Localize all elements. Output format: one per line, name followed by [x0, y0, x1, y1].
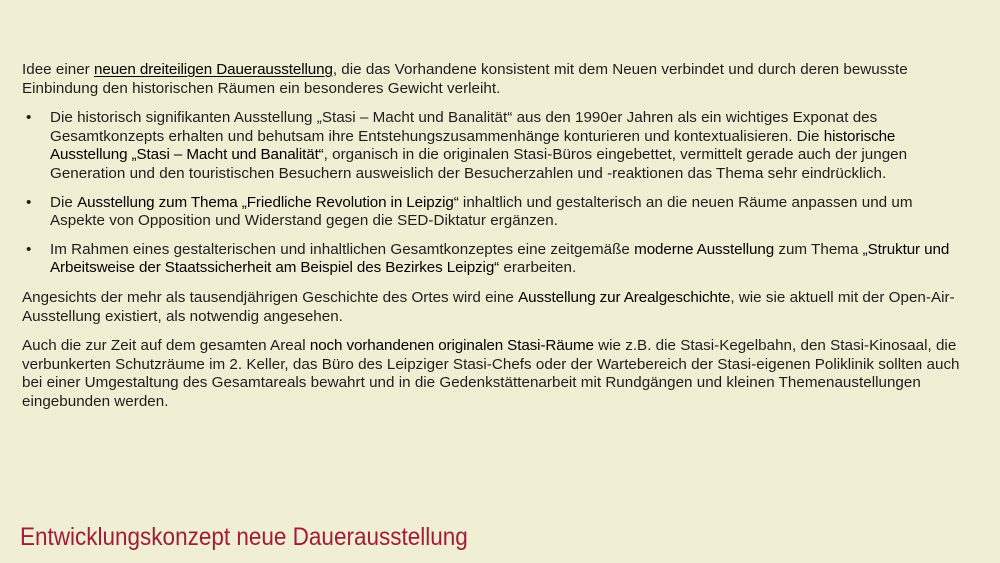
area-text: Angesichts der mehr als tausendjährigen Geschichte des Ortes wird eine: [22, 288, 519, 306]
rooms-highlight: noch vorhandenen originalen Stasi-Räume: [309, 337, 594, 355]
bullet-icon: •: [26, 193, 32, 211]
rooms-text: Auch die zur Zeit auf dem gesamten Areal: [22, 337, 310, 355]
bullet-icon: •: [26, 240, 32, 258]
bullet-text: Im Rahmen eines gestalterischen und inhaltlichen Gesamtkonzeptes eine zeitgemäße: [50, 240, 635, 258]
bullet-item-peaceful-revolution: [22, 194, 967, 231]
area-history-paragraph: [22, 289, 967, 326]
bullet-text-end: erarbeiten.: [499, 259, 577, 277]
bullet-text-continued: inhaltlich und gestalterisch an die neuen Räume anpassen und um Aspekte von Opposition und Widerstand gegen die SED-Diktatur ergänzen.: [50, 193, 913, 230]
area-highlight: Ausstellung zur Arealgeschichte: [518, 288, 731, 306]
stasi-rooms-paragraph: [22, 337, 967, 411]
intro-paragraph: [22, 61, 967, 98]
slide-body: [22, 61, 967, 423]
bullet-text: Die: [50, 193, 78, 211]
intro-text-continued: , die das Vorhandene konsistent mit dem Neuen verbindet und durch deren bewusste Einbindung den historischen Räumen ein besonderes Gewicht verleiht.: [22, 61, 908, 97]
bullet-highlight: historische Ausstellung „Stasi – Macht und Banalität“: [50, 127, 896, 164]
slide-title: Entwicklungskonzept neue Dauerausstellung: [20, 523, 468, 551]
bullet-highlight: moderne Ausstellung: [634, 240, 775, 258]
intro-text: Idee einer: [22, 61, 94, 78]
intro-highlight: neuen dreiteiligen Dauerausstellung: [94, 61, 333, 78]
bullet-highlight: Ausstellung zum Thema „Friedliche Revolution in Leipzig“: [77, 193, 459, 211]
bullet-text-continued: zum Thema: [774, 240, 863, 258]
bullet-text: Die historisch signifikanten Ausstellung „Stasi – Macht und Banalität“ aus den 1990er Jahren als ein wichtiges Exponat des Gesamtkonzepts erhalten und behutsam ihre Entstehungszusammenhänge konturieren und kontextualisieren. Die: [50, 109, 878, 145]
bullet-highlight-topic: „Struktur und Arbeitsweise der Staatssicherheit am Beispiel des Bezirkes Leipzig“: [50, 240, 950, 277]
bullet-icon: •: [26, 109, 32, 127]
bullet-item-historical-exhibition: [22, 109, 967, 183]
bullet-item-modern-exhibition: [22, 241, 967, 278]
area-text-continued: , wie sie aktuell mit der Open-Air-Ausstellung existiert, als notwendig angesehen.: [22, 288, 955, 325]
bullet-text-continued: , organisch in die originalen Stasi-Büros eingebettet, vermittelt gerade auch der jungen Generation und den touristischen Besuchern ausweislich der Besucherzahlen und -reaktionen das Thema sehr eindrücklich.: [50, 146, 908, 182]
rooms-text-continued: wie z.B. die Stasi-Kegelbahn, den Stasi-Kinosaal, die verbunkerten Schutzräume im 2. Keller, das Büro des Leipziger Stasi-Chefs oder der Wartebereich der Stasi-eigenen Poliklinik sollten auch bei einer Umgestaltung des Gesamtareals bewahrt und in die Gedenkstättenarbeit mit Rundgängen und kleinen Themenaustellungen eingebunden werden.: [22, 337, 960, 410]
bullet-list: [22, 109, 967, 278]
